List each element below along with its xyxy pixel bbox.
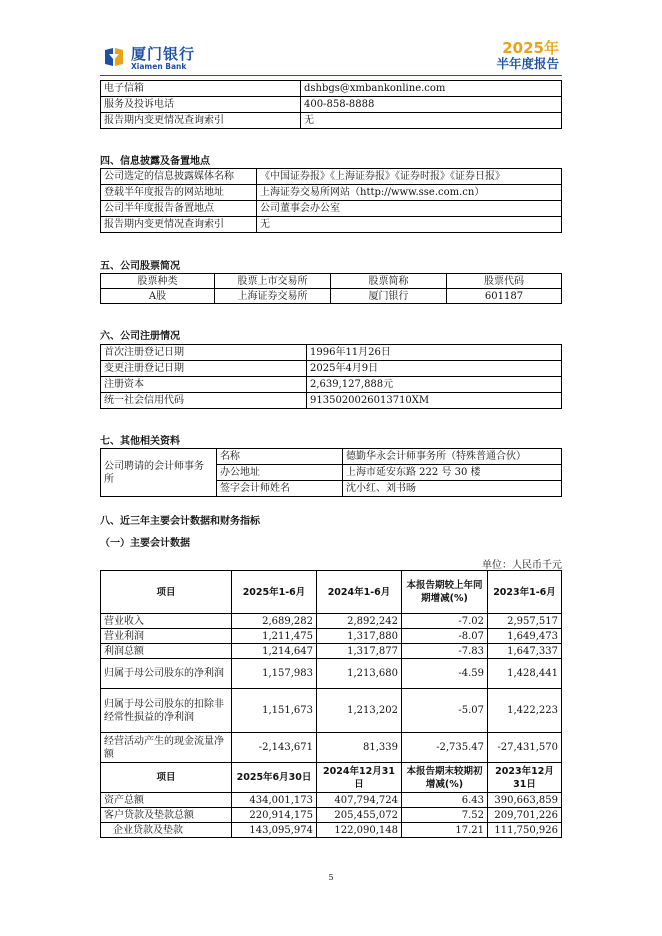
table-row	[101, 81, 562, 97]
column-header: 项目	[101, 763, 232, 793]
table-cell: 上海证券交易所	[215, 289, 331, 304]
value-cell: 390,663,859	[488, 793, 562, 808]
table-row	[101, 449, 562, 465]
financial-table	[100, 570, 562, 838]
table-row	[101, 274, 562, 289]
table-row	[101, 793, 562, 808]
table-row	[101, 808, 562, 823]
value-cell: -27,431,570	[488, 733, 562, 763]
value-cell: 1,151,673	[232, 689, 317, 733]
table-row	[101, 823, 562, 838]
disclosure-table	[100, 168, 562, 233]
row-label: 公司半年度报告备置地点	[101, 201, 257, 217]
row-label: 客户贷款及垫款总额	[101, 808, 232, 823]
row-value: 上海证券交易所网站（http://www.sse.com.cn）	[257, 185, 562, 201]
table-cell: A股	[101, 289, 215, 304]
table-row	[101, 571, 562, 614]
row-label: 登载半年度报告的网站地址	[101, 185, 257, 201]
table-cell: 601187	[447, 289, 562, 304]
row-label: 电子信箱	[101, 81, 301, 97]
row-value: 400-858-8888	[301, 97, 562, 113]
row-label: 注册资本	[101, 377, 307, 393]
header-divider	[100, 75, 562, 76]
group-label: 公司聘请的会计师事务所	[101, 449, 217, 497]
section-disclosure-title: 四、信息披露及备置地点	[100, 156, 210, 167]
column-header: 2024年12月31日	[317, 763, 402, 793]
column-header: 项目	[101, 571, 232, 614]
value-cell: -4.59	[402, 659, 488, 689]
table-row	[101, 377, 562, 393]
section-registration-title: 六、公司注册情况	[100, 331, 180, 342]
bank-name-en: Xiamen Bank	[131, 62, 187, 71]
row-label: 企业贷款及垫款	[101, 823, 232, 838]
table-row	[101, 169, 562, 185]
table-row	[101, 201, 562, 217]
registration-table	[100, 344, 562, 409]
row-label: 归属于母公司股东的净利润	[101, 659, 232, 689]
row-label: 营业利润	[101, 629, 232, 644]
report-type: 半年度报告	[496, 56, 559, 71]
report-title	[496, 40, 559, 72]
page-header	[0, 0, 662, 80]
row-label: 首次注册登记日期	[101, 345, 307, 361]
value-cell: 81,339	[317, 733, 402, 763]
table-row	[101, 733, 562, 763]
row-value: 无	[301, 113, 562, 129]
value-cell: -7.02	[402, 614, 488, 629]
row-label: 报告期内变更情况查询索引	[101, 217, 257, 233]
value-cell: 1,428,441	[488, 659, 562, 689]
value-cell: 1,213,202	[317, 689, 402, 733]
column-header: 股票代码	[447, 274, 562, 289]
value-cell: -5.07	[402, 689, 488, 733]
value-cell: 1,317,877	[317, 644, 402, 659]
column-header: 2024年1-6月	[317, 571, 402, 614]
table-row	[101, 763, 562, 793]
table-row	[101, 361, 562, 377]
value-cell: 122,090,148	[317, 823, 402, 838]
row-value: 9135020026013710XM	[307, 393, 562, 409]
value-cell: 1,214,647	[232, 644, 317, 659]
row-value: 《中国证券报》《上海证券报》《证券时报》《证券日报》	[257, 169, 562, 185]
row-value: 2,639,127,888元	[307, 377, 562, 393]
column-header: 本报告期末较期初增减(%)	[402, 763, 488, 793]
column-header: 股票上市交易所	[215, 274, 331, 289]
section-financial-title: 八、近三年主要会计数据和财务指标	[100, 516, 260, 527]
value-cell: 111,750,926	[488, 823, 562, 838]
table-row	[101, 345, 562, 361]
value-cell: 6.43	[402, 793, 488, 808]
row-value: 2025年4月9日	[307, 361, 562, 377]
report-year: 2025年	[502, 39, 559, 57]
row-label: 营业收入	[101, 614, 232, 629]
table-row	[101, 185, 562, 201]
value-cell: 1,213,680	[317, 659, 402, 689]
value-cell: 7.52	[402, 808, 488, 823]
row-label: 签字会计师姓名	[217, 481, 343, 497]
table-row	[101, 393, 562, 409]
table-row	[101, 217, 562, 233]
section-other-title: 七、其他相关资料	[100, 436, 180, 447]
stock-table	[100, 273, 562, 304]
value-cell: 2,689,282	[232, 614, 317, 629]
value-cell: 17.21	[402, 823, 488, 838]
value-cell: 434,001,173	[232, 793, 317, 808]
value-cell: -2,735.47	[402, 733, 488, 763]
row-label: 名称	[217, 449, 343, 465]
unit-label: 单位：人民币千元	[482, 560, 562, 571]
row-value: dshbgs@xmbankonline.com	[301, 81, 562, 97]
table-row	[101, 629, 562, 644]
row-label: 资产总额	[101, 793, 232, 808]
value-cell: 1,317,880	[317, 629, 402, 644]
value-cell: 2,892,242	[317, 614, 402, 629]
value-cell: 143,095,974	[232, 823, 317, 838]
financial-subtitle: （一）主要会计数据	[100, 538, 190, 549]
value-cell: 1,649,473	[488, 629, 562, 644]
row-label: 归属于母公司股东的扣除非经常性损益的净利润	[101, 689, 232, 733]
value-cell: 407,794,724	[317, 793, 402, 808]
bank-logo-icon	[103, 46, 125, 68]
value-cell: -7.83	[402, 644, 488, 659]
value-cell: 220,914,175	[232, 808, 317, 823]
row-value: 德勤华永会计师事务所（特殊普通合伙）	[343, 449, 562, 465]
row-label: 变更注册登记日期	[101, 361, 307, 377]
column-header: 2025年1-6月	[232, 571, 317, 614]
value-cell: 2,957,517	[488, 614, 562, 629]
row-label: 办公地址	[217, 465, 343, 481]
row-label: 利润总额	[101, 644, 232, 659]
table-cell: 厦门银行	[331, 289, 447, 304]
value-cell: 1,211,475	[232, 629, 317, 644]
row-value: 上海市延安东路 222 号 30 楼	[343, 465, 562, 481]
other-table	[100, 448, 562, 497]
table-row	[101, 97, 562, 113]
row-label: 公司选定的信息披露媒体名称	[101, 169, 257, 185]
column-header: 2025年6月30日	[232, 763, 317, 793]
table-row	[101, 614, 562, 629]
column-header: 股票简称	[331, 274, 447, 289]
value-cell: 1,157,983	[232, 659, 317, 689]
column-header: 2023年1-6月	[488, 571, 562, 614]
table-row	[101, 113, 562, 129]
bank-logo	[103, 46, 195, 71]
value-cell: 209,701,226	[488, 808, 562, 823]
page-number: 5	[328, 873, 334, 882]
table-row	[101, 689, 562, 733]
row-value: 沈小红、刘书旸	[343, 481, 562, 497]
section-stock-title: 五、公司股票简况	[100, 261, 180, 272]
value-cell: 205,455,072	[317, 808, 402, 823]
bank-name-cn: 厦门银行	[131, 45, 196, 63]
table-row	[101, 644, 562, 659]
table-row	[101, 659, 562, 689]
value-cell: -2,143,671	[232, 733, 317, 763]
value-cell: 1,422,223	[488, 689, 562, 733]
value-cell: -8.07	[402, 629, 488, 644]
table-row	[101, 289, 562, 304]
row-value: 公司董事会办公室	[257, 201, 562, 217]
row-value: 无	[257, 217, 562, 233]
contact-table	[100, 80, 562, 129]
value-cell: 1,647,337	[488, 644, 562, 659]
row-label: 报告期内变更情况查询索引	[101, 113, 301, 129]
column-header: 2023年12月31日	[488, 763, 562, 793]
row-label: 经营活动产生的现金流量净额	[101, 733, 232, 763]
column-header: 本报告期较上年同期增减(%)	[402, 571, 488, 614]
row-value: 1996年11月26日	[307, 345, 562, 361]
row-label: 统一社会信用代码	[101, 393, 307, 409]
row-label: 服务及投诉电话	[101, 97, 301, 113]
column-header: 股票种类	[101, 274, 215, 289]
